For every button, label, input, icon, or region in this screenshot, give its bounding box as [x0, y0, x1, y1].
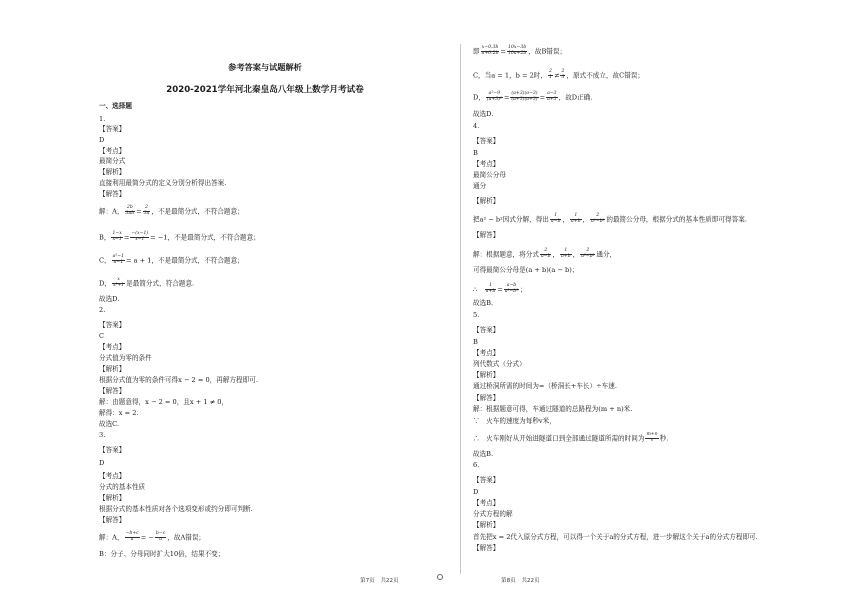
- analysis-tag: 【解析】: [99, 168, 126, 176]
- section-heading: 一、选择题: [99, 102, 132, 110]
- solution-tag: 【解答】: [99, 387, 126, 395]
- solution-line-d: D， $\frac{\text{a²−9}}{\text{(a+3)²}}$ = $\frac{(a+3)(a-3)}{(a+3)(a+3)}$ = $\frac{a-3}{a+3}$ ，故D正确.: [473, 91, 593, 102]
- exam-title: 2020-2021学年河北秦皇岛八年级上数学月考试卷: [166, 85, 364, 95]
- answer-tag: 【答案】: [99, 321, 126, 329]
- point-tag: 【考点】: [473, 160, 500, 168]
- solution-line: 解：根据题意，将分式 $\frac{2}{a-b}$ ， $\frac{1}{a+b}$ ， $\frac{2}{\text{a²−b²}}$ 通分，: [473, 248, 617, 259]
- conclusion: 故选D.: [473, 110, 494, 118]
- analysis-text: 根据分式的基本性质对各个选项变形或约分即可判断.: [99, 505, 253, 513]
- question-number: 2.: [99, 306, 106, 314]
- conclusion: 故选D.: [99, 295, 120, 303]
- question-number: 5.: [473, 311, 480, 319]
- solution-line-d: D， $\frac{x}{\text{x²+1}}$ 是最简分式，符合题意.: [99, 277, 195, 288]
- point-text: 列代数式（分式）: [473, 360, 526, 368]
- solution-line-a: 解：A， $\frac{2b}{3ab}$ = $\frac{2}{3a}$ ，不是最简分式，不符合题意；: [99, 205, 244, 216]
- point-text: 分式的基本性质: [99, 483, 146, 491]
- point-tag: 【考点】: [473, 349, 500, 357]
- analysis-tag: 【解析】: [473, 197, 500, 205]
- question-number: 4.: [473, 122, 480, 130]
- point-tag: 【考点】: [99, 147, 126, 155]
- solution-line: 解：根据题意可得，车通过隧道的总路程为(m + n)米.: [473, 405, 633, 413]
- page-number-right: 第8页 共22页: [501, 578, 540, 584]
- answer-tag: 【答案】: [473, 137, 500, 145]
- solution-line: 解得：x = 2.: [99, 409, 139, 417]
- conclusion: 故选B.: [473, 450, 494, 458]
- solution-line-b: B， $\frac{1-x}{x-1}$ = $\frac{-(x-1)}{x-1}$ = −1，不是最简分式，不符合题意；: [99, 231, 260, 242]
- answer-value: D: [99, 136, 105, 144]
- answer-tag: 【答案】: [473, 476, 500, 484]
- analysis-text: 首先把x = 2代入原分式方程，可以得一个关于a的分式方程，进一步解这个关于a的分式方程即可.: [473, 533, 758, 541]
- question-number: 1.: [99, 115, 106, 123]
- solution-line-b: B：分子、分母同时扩大10倍，结果不变；: [99, 550, 225, 558]
- solution-line: ∵ 火车的速度为每秒v米，: [473, 417, 556, 425]
- point-tag: 【考点】: [99, 472, 126, 480]
- solution-tag: 【解答】: [473, 394, 500, 402]
- solution-line-b: 即 $\frac{x-0.3b}{a+0.2b}$ = $\frac{10x-3b}{10a+2b}$ ，故B错误；: [473, 45, 567, 56]
- solution-line-c: C， $\frac{\text{a²−1}}{a-1}$ = a + 1，不是最简分式，不符合题意；: [99, 254, 244, 265]
- analysis-text: 通过桥洞所需的时间为=（桥洞长+车长）÷车速.: [473, 382, 617, 390]
- answer-tag: 【答案】: [473, 326, 500, 334]
- point-text: 通分: [473, 182, 487, 190]
- binding-hole-icon: [437, 574, 443, 580]
- page-number-left: 第7页 共22页: [360, 578, 399, 584]
- analysis-text: 根据分式值为零的条件可得x − 2 = 0，再解方程即可.: [99, 376, 258, 384]
- answer-value: D: [99, 459, 105, 467]
- answer-value: C: [99, 332, 105, 340]
- conclusion: 故选C.: [99, 420, 120, 428]
- point-tag: 【考点】: [473, 499, 500, 507]
- point-text: 最简分式: [99, 157, 126, 165]
- answer-value: B: [473, 149, 478, 157]
- point-text: 最简公分母: [473, 171, 506, 179]
- analysis-tag: 【解析】: [473, 521, 500, 529]
- question-number: 3.: [99, 431, 106, 439]
- conclusion: 故选B.: [473, 299, 494, 307]
- column-divider: [460, 44, 461, 574]
- doc-heading: 参考答案与试题解析: [228, 62, 302, 72]
- solution-line: ∴ 火车刚好从开始进隧道口到全部通过隧道所需的时间为 $\frac{m+n}{v}$ 秒.: [473, 432, 669, 443]
- analysis-text: 把a² − b²因式分解，得出 $\frac{1}{a-b}$ ， $\frac{1}{a+b}$ ， $\frac{2}{\text{a²−b²}}$ 的最简公分母，根据分式的基本性质即可得答案.: [473, 213, 747, 224]
- point-text: 分式值为零的条件: [99, 354, 152, 362]
- solution-line: 可得最简公分母是(a + b)(a − b)；: [473, 266, 579, 274]
- answer-value: B: [473, 338, 478, 346]
- right-column: [473, 0, 803, 580]
- point-tag: 【考点】: [99, 343, 126, 351]
- solution-line: ∴ $\frac{1}{a+b}$ = $\frac{a-b}{\text{a²−b²}}$ ；: [473, 283, 527, 294]
- solution-line: 解：由题意得，x − 2 = 0，且x + 1 ≠ 0，: [99, 398, 229, 406]
- analysis-tag: 【解析】: [473, 371, 500, 379]
- solution-tag: 【解答】: [99, 190, 126, 198]
- solution-tag: 【解答】: [473, 544, 500, 552]
- left-column: [99, 0, 431, 580]
- question-number: 6.: [473, 461, 480, 469]
- answer-tag: 【答案】: [99, 125, 126, 133]
- point-text: 分式方程的解: [473, 510, 513, 518]
- analysis-tag: 【解析】: [99, 494, 126, 502]
- solution-line-a: 解：A， $\frac{-b+c}{a}$ = − $\frac{b-c}{a}$ ，故A错误；: [99, 531, 206, 542]
- answer-value: D: [473, 488, 479, 496]
- analysis-text: 直接利用最简分式的定义分别分析得出答案.: [99, 179, 227, 187]
- solution-tag: 【解答】: [473, 231, 500, 239]
- solution-line-c: C，当a = 1，b = 2时， $\frac{2}{1}$ ≠ $\frac{2}{3}$ ，原式不成立，故C错误；: [473, 69, 644, 80]
- answer-tag: 【答案】: [99, 446, 126, 454]
- solution-tag: 【解答】: [99, 516, 126, 524]
- analysis-tag: 【解析】: [99, 365, 126, 373]
